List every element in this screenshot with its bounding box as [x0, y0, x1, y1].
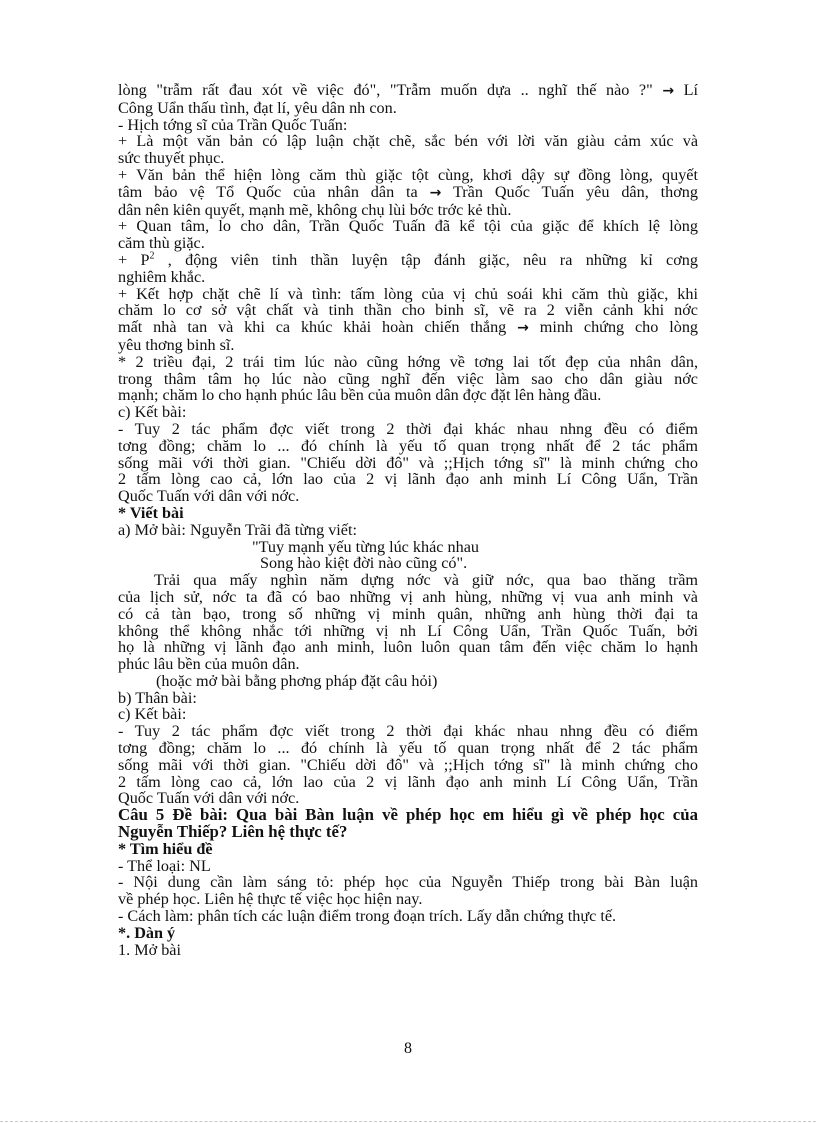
text-line: tơng đồng; chăm lo ... đó chính là yếu tố quan trọng nhất để 2 tác phẩm	[118, 739, 698, 758]
text-line: + Văn bản thể hiện lòng căm thù giặc tột cùng, khơi dậy sự đồng lòng, quyết	[118, 165, 698, 184]
text-line: Công Uẩn thấu tình, đạt lí, yêu dân nh con.	[118, 98, 397, 117]
question-heading: Câu 5 Đề bài: Qua bài Bàn luận về phép học em hiểu gì về phép học của	[118, 805, 698, 825]
section-heading: c) Kết bài:	[118, 403, 187, 422]
document-body	[118, 82, 698, 958]
page-number: 8	[404, 1040, 412, 1057]
text-line: sống mãi với thời gian. "Chiếu dời đô" và ;;Hịch tớng sĩ" là minh chứng cho	[118, 453, 698, 472]
question-heading: Nguyễn Thiếp? Liên hệ thực tế?	[118, 822, 348, 842]
quote-line: "Tuy mạnh yếu từng lúc khác nhau	[252, 537, 479, 556]
section-heading: *. Dàn ý	[118, 923, 176, 942]
text-line: yêu thơng binh sĩ.	[118, 335, 235, 354]
text-line: Quốc Tuấn với dân với nớc.	[118, 487, 300, 506]
text-line: chăm lo cơ sở vật chất và tinh thần cho binh sĩ, vẽ ra 2 viễn cảnh khi nớc	[118, 301, 698, 320]
quote-line: Song hào kiệt đời nào cũng có".	[260, 554, 468, 573]
text-line: căm thù giặc.	[118, 234, 205, 253]
text-line: của lịch sử, nớc ta đã có bao những vị anh hùng, những vị vua anh minh và	[118, 587, 698, 606]
section-heading: - Hịch tớng sĩ của Trần Quốc Tuấn:	[118, 115, 348, 134]
section-heading: * Viết bài	[118, 503, 184, 522]
text-line: nghiêm khắc.	[118, 267, 206, 286]
text-line: về phép học. Liên hệ thực tế việc học hiện nay.	[118, 890, 423, 909]
text-line: - Tuy 2 tác phẩm đợc viết trong 2 thời đại khác nhau nhng đều có điểm	[118, 722, 698, 741]
text-line: - Cách làm: phân tích các luận điểm trong đoạn trích. Lấy dẫn chứng thực tế.	[118, 907, 617, 926]
text-line: * 2 triều đại, 2 trái tim lúc nào cũng hớng về tơng lai tốt đẹp của nhân dân,	[118, 352, 698, 371]
right-arrow-icon: →	[662, 83, 675, 99]
page-divider	[0, 1121, 816, 1122]
text-line: sức thuyết phục.	[118, 149, 225, 168]
text-line: + Quan tâm, lo cho dân, Trần Quốc Tuấn đã kể tội của giặc để khích lệ lòng	[118, 217, 698, 236]
superscript: 2	[149, 250, 155, 262]
right-arrow-icon: →	[517, 320, 529, 337]
text-line: - Nội dung cần làm sáng tỏ: phép học của Nguyễn Thiếp trong bài Bàn luận	[118, 873, 698, 892]
text-line: sống mãi với thời gian. "Chiếu dời đô" và ;;Hịch tớng sĩ" là minh chứng cho	[118, 755, 698, 774]
text-line: - Thể loại: NL	[118, 856, 211, 875]
text-line: - Tuy 2 tác phẩm đợc viết trong 2 thời đại khác nhau nhng đều có điểm	[118, 419, 698, 438]
text-line: (hoặc mở bài bằng phơng pháp đặt câu hỏi)	[156, 671, 438, 690]
text-line: trong thâm tâm họ lúc nào cũng nghĩ đến việc làm sao cho dân giàu nớc	[118, 369, 698, 388]
section-heading: 1. Mở bài	[118, 940, 181, 959]
text-line: 2 tấm lòng cao cả, lớn lao của 2 vị lãnh đạo anh minh Lí Công Uẩn, Trần	[118, 772, 698, 791]
text-line: lòng "trẫm rất đau xót về việc đó", "Trẫm muốn dựa .. nghĩ thế nào ?" → Lí	[118, 81, 699, 99]
text-line: mất nhà tan và khi ca khúc khải hoàn chiến thắng → minh chứng cho lòng	[118, 318, 699, 337]
section-heading: a) Mở bài: Nguyễn Trãi đã từng viết:	[118, 520, 357, 539]
text-line: + Là một văn bản có lập luận chặt chẽ, sắc bén với lời văn giàu cảm xúc và	[118, 132, 698, 151]
text-line: phúc lâu bền của muôn dân.	[118, 655, 300, 674]
text-line: không thể không nhắc tới những vị nh Lí Công Uẩn, Trần Quốc Tuấn, bởi	[118, 621, 698, 640]
text-line: mạnh; chăm lo cho hạnh phúc lâu bền của muôn dân đợc đặt lên hàng đầu.	[118, 386, 602, 405]
text-line: họ là những vị lãnh đạo anh minh, luôn luôn quan tâm đến việc chăm lo hạnh	[118, 638, 698, 657]
text-line: dân nên kiên quyết, mạnh mẽ, không chụ lùi bớc trớc kẻ thù.	[118, 200, 512, 219]
text-line: + Kết hợp chặt chẽ lí và tình: tấm lòng của vị chủ soái khi căm thù giặc, khi	[118, 284, 698, 303]
text-line: + $P^2$ , động viên tinh thần luyện tập đánh giặc, nêu ra những kỉ cơng	[118, 250, 698, 269]
text-line: Trải qua mấy nghìn năm dựng nớc và giữ nớc, qua bao thăng trầm	[154, 571, 698, 590]
text-line: 2 tấm lòng cao cả, lớn lao của 2 vị lãnh đạo anh minh Lí Công Uẩn, Trần	[118, 470, 698, 489]
text-line: Quốc Tuấn với dân với nớc.	[118, 789, 300, 808]
right-arrow-icon: →	[429, 184, 442, 201]
section-heading: * Tìm hiểu đề	[118, 839, 213, 858]
section-heading: b) Thân bài:	[118, 688, 197, 707]
text-line: tâm bảo vệ Tổ Quốc của nhân dân ta → Trần Quốc Tuấn yêu dân, thơng	[118, 182, 698, 201]
text-line: tơng đồng; chăm lo ... đó chính là yếu tố quan trọng nhất để 2 tác phẩm	[118, 436, 698, 455]
text-line: có cả tàn bạo, trong số những vị minh quân, những anh hùng thời đại ta	[118, 604, 698, 623]
section-heading: c) Kết bài:	[118, 705, 187, 724]
